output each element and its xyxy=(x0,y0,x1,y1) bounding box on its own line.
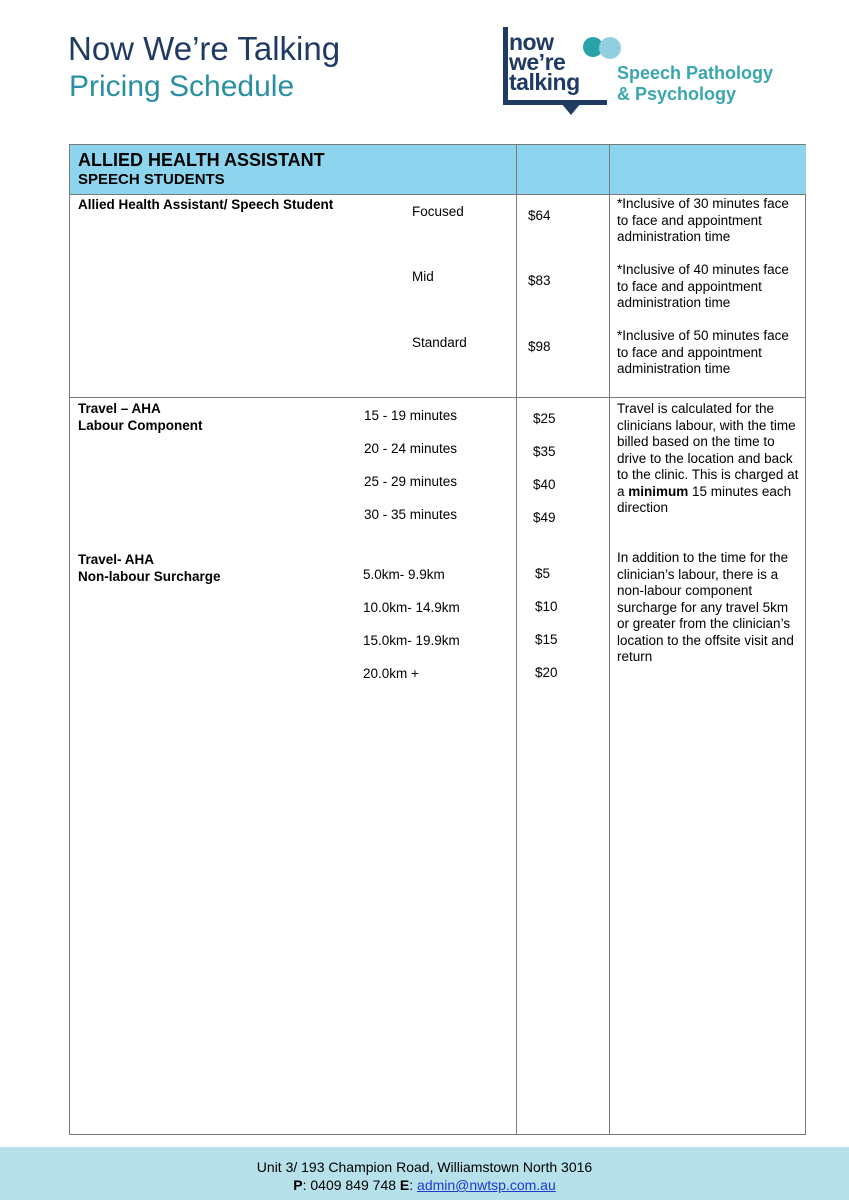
service-note: *Inclusive of 50 minutes face to face and appointment administration time xyxy=(617,328,789,376)
footer-contact xyxy=(0,1176,849,1194)
service-note: *Inclusive of 40 minutes face to face and appointment administration time xyxy=(617,262,789,310)
section-heading: ALLIED HEALTH ASSISTANT xyxy=(78,150,325,170)
email-separator: : xyxy=(409,1177,418,1193)
logo-tagline-line1: Speech Pathology xyxy=(617,63,774,83)
company-logo xyxy=(503,27,803,119)
service-note: *Inclusive of 30 minutes face to face and appointment administration time xyxy=(617,196,789,244)
travel-surcharge-note: In addition to the time for the clinician’s labour, there is a non-labour component surcharge for any travel 5km or greater from the clinician’s location to the offsite visit and return xyxy=(617,550,794,664)
footer-address: Unit 3/ 193 Champion Road, Williamstown North 3016 xyxy=(256,1159,593,1175)
travel-time-range: 30 - 35 minutes xyxy=(364,507,458,522)
travel-time-range: 20 - 24 minutes xyxy=(364,441,458,456)
speech-bubble-icon xyxy=(599,37,621,59)
travel-labour-note xyxy=(617,401,803,517)
column-divider xyxy=(609,145,610,1134)
footer-phone: : 0409 849 748 xyxy=(302,1177,400,1193)
section-subheading: SPEECH STUDENTS xyxy=(78,171,225,188)
surcharge-price: $20 xyxy=(535,665,558,680)
travel-labour-note-text: 15 minutes each direction xyxy=(617,483,792,515)
service-level: Focused xyxy=(412,204,464,219)
logo-speech-tail xyxy=(561,103,581,115)
pricing-table xyxy=(69,144,806,1135)
distance-range: 10.0km- 14.9km xyxy=(363,600,460,615)
logo-word-now: now xyxy=(509,29,554,55)
service-level: Mid xyxy=(412,269,434,284)
travel-price: $49 xyxy=(533,510,556,525)
email-label: E xyxy=(399,1177,410,1193)
travel-price: $35 xyxy=(533,444,556,459)
service-price: $64 xyxy=(528,208,551,223)
logo-tagline xyxy=(617,63,773,105)
document-subtitle: Pricing Schedule xyxy=(69,70,295,103)
table-header-band xyxy=(610,145,806,194)
document-title: Now We’re Talking xyxy=(68,30,341,67)
phone-label: P xyxy=(293,1177,303,1193)
travel-surcharge-label: Non-labour Surcharge xyxy=(78,569,221,584)
travel-labour-note-emphasis: minimum xyxy=(628,483,689,499)
page-footer xyxy=(0,1147,849,1200)
logo-tagline-line2: & Psychology xyxy=(617,84,737,104)
service-price: $83 xyxy=(528,273,551,288)
distance-range: 15.0km- 19.9km xyxy=(363,633,460,648)
distance-range: 20.0km + xyxy=(363,666,419,681)
row-divider xyxy=(70,194,805,195)
distance-range: 5.0km- 9.9km xyxy=(363,567,445,582)
row-divider xyxy=(70,397,805,398)
service-price: $98 xyxy=(528,339,551,354)
travel-time-range: 25 - 29 minutes xyxy=(364,474,458,489)
surcharge-price: $5 xyxy=(535,566,551,581)
travel-time-range: 15 - 19 minutes xyxy=(364,408,458,423)
surcharge-price: $15 xyxy=(535,632,558,647)
table-header-band xyxy=(517,145,609,194)
travel-labour-label: Travel – AHA xyxy=(78,401,161,416)
travel-surcharge-label: Travel- AHA xyxy=(78,552,155,567)
travel-price: $25 xyxy=(533,411,556,426)
logo-word-were: we’re xyxy=(509,49,566,75)
surcharge-price: $10 xyxy=(535,599,558,614)
footer-email-link[interactable]: admin@nwtsp.com.au xyxy=(417,1177,556,1193)
service-level: Standard xyxy=(412,335,467,350)
column-divider xyxy=(516,145,517,1134)
travel-labour-note-text: Travel is calculated for the clinicians labour, with the time billed based on the time to drive to the location and back to the clinic. This is charged at a xyxy=(617,401,799,499)
logo-word-talking: talking xyxy=(509,69,580,95)
service-label: Allied Health Assistant/ Speech Student xyxy=(78,197,334,212)
travel-labour-label: Labour Component xyxy=(78,418,203,433)
travel-price: $40 xyxy=(533,477,556,492)
